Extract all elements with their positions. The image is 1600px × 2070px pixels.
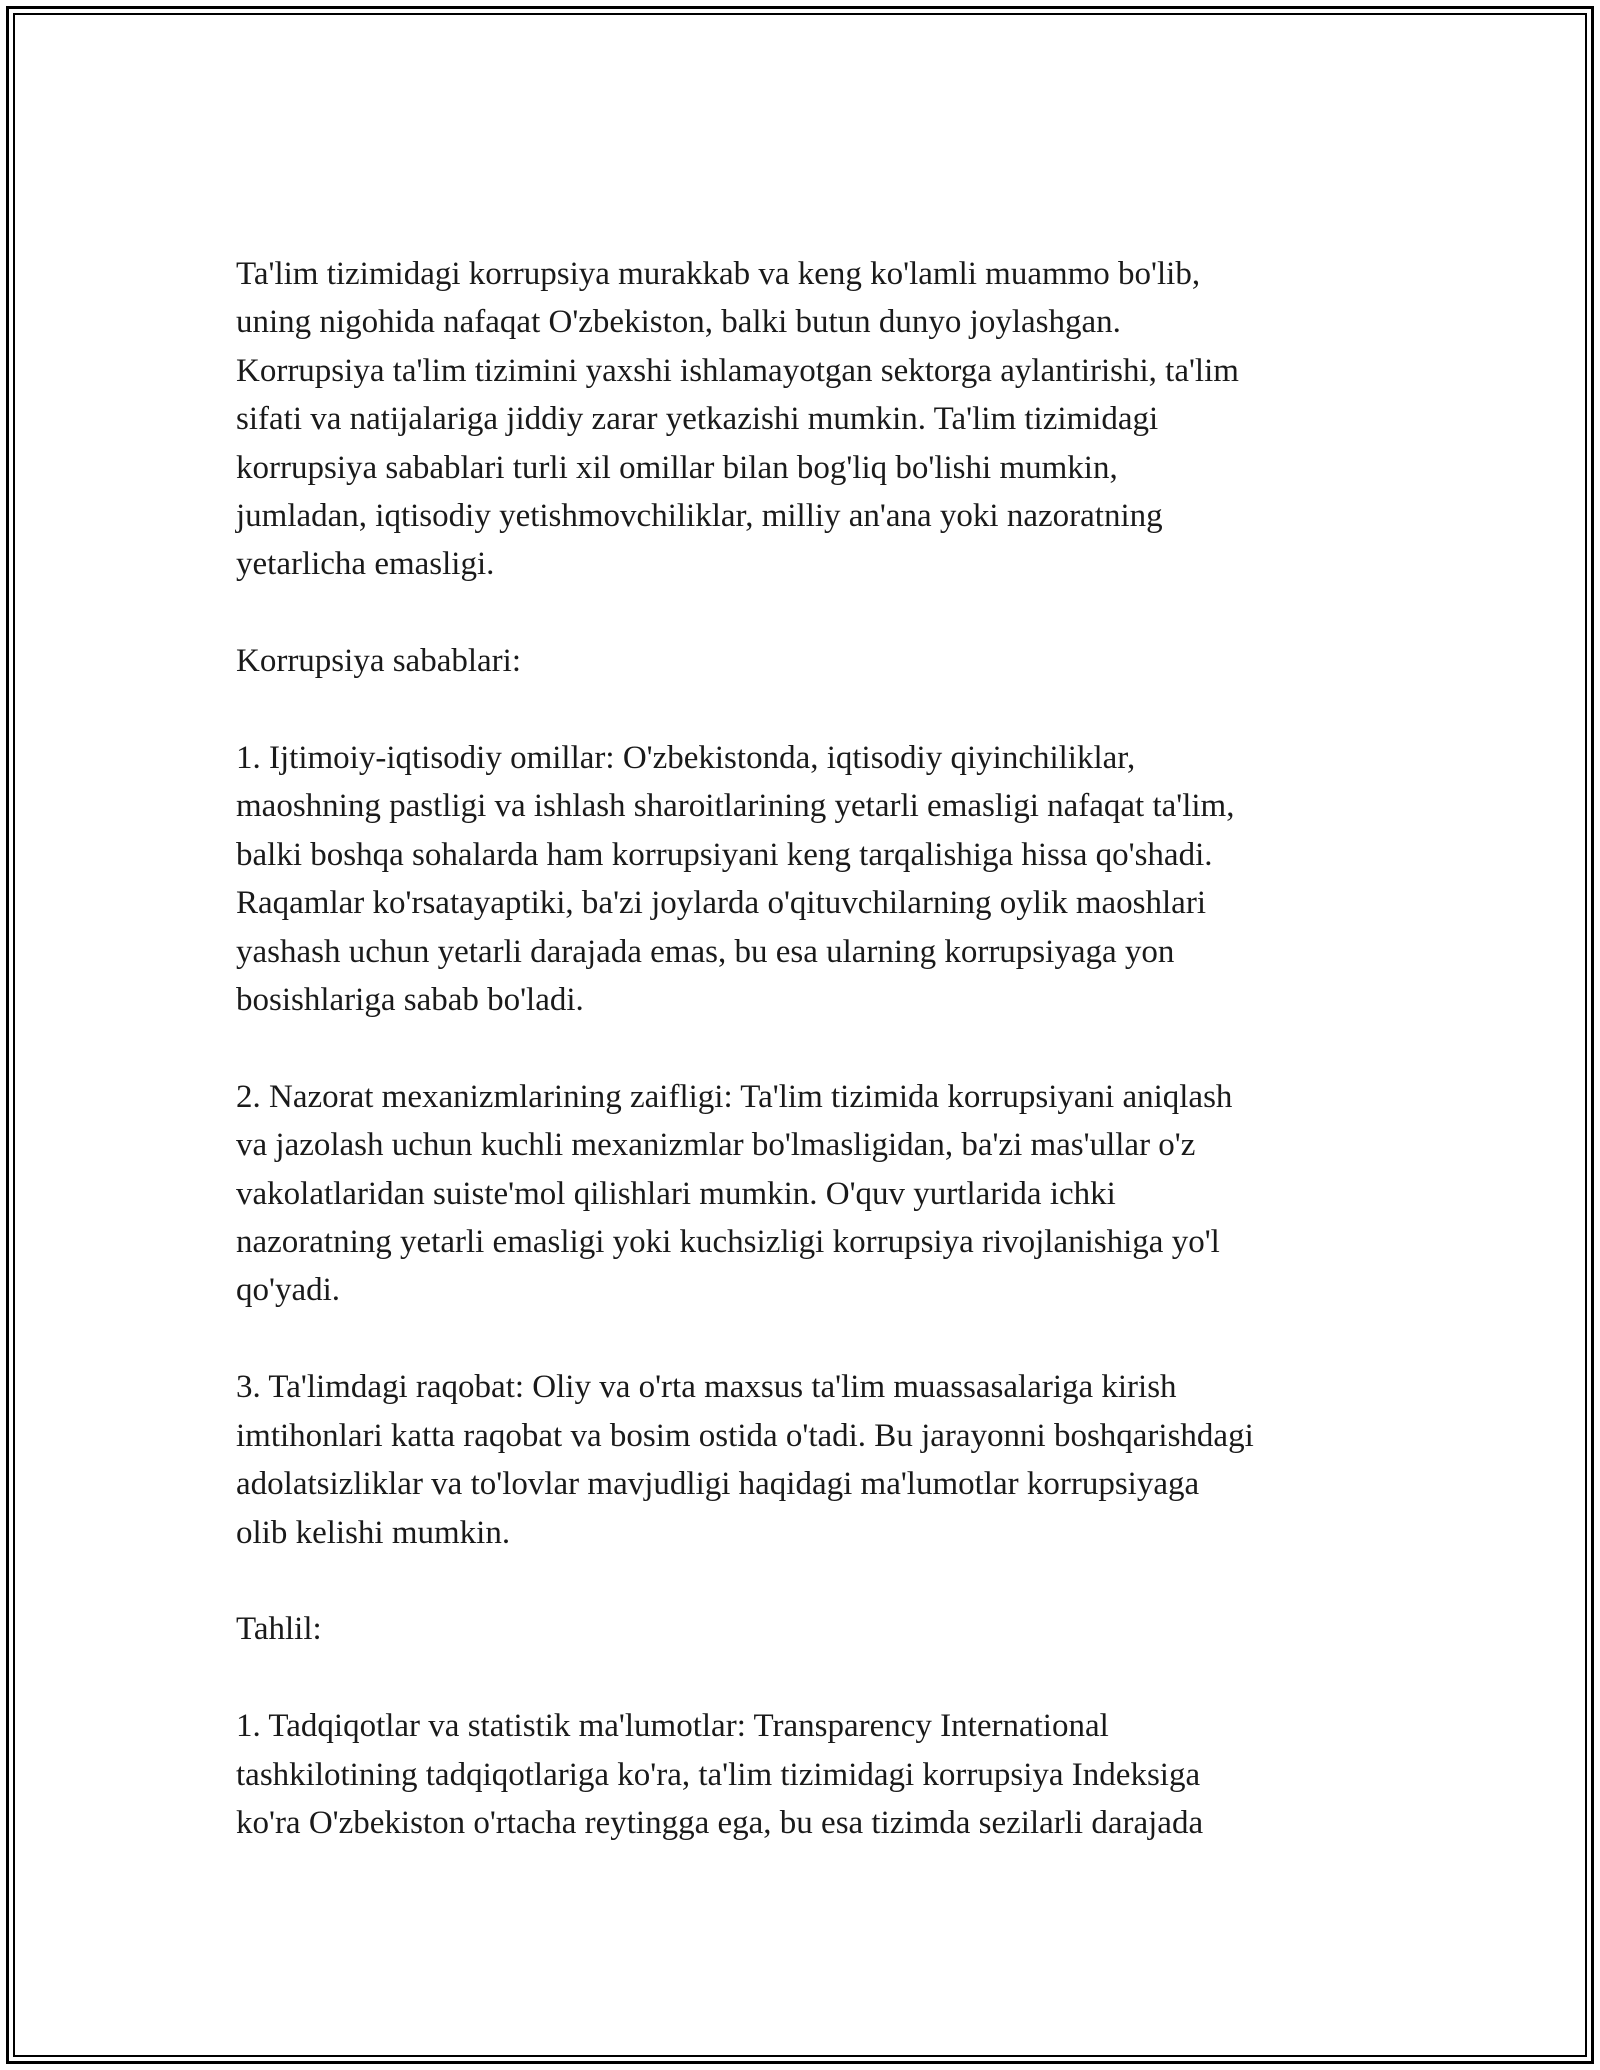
cause-item-3: 3. Ta'limdagi raqobat: Oliy va o'rta maxsus ta'lim muassasalariga kirish imtihonlari katta raqobat va bosim ostida o'tadi. Bu jarayonni boshqarishdagi adolatsizliklar va to'lovlar mavjudligi haqidagi ma'lumotlar korrupsiyaga olib kelishi mumkin. [236,1369,1254,1551]
section-heading-analysis: Tahlil: [236,1611,322,1648]
document-body [236,250,1416,1847]
section-heading-causes: Korrupsiya sabablari: [236,643,521,680]
cause-item-2: 2. Nazorat mexanizmlarining zaifligi: Ta'lim tizimida korrupsiyani aniqlash va jazolash uchun kuchli mexanizmlar bo'lmasligidan, ba'zi mas'ullar o'z vakolatlaridan suiste'mol qilishlari mumkin. O'quv yurtlarida ichki nazoratning yetarli emasligi yoki kuchsizligi korrupsiya rivojlanishiga yo'l qo'yadi. [236,1078,1233,1309]
intro-paragraph: Ta'lim tizimidagi korrupsiya murakkab va keng ko'lamli muammo bo'lib, uning nigohida nafaqat O'zbekiston, balki butun dunyo joylashgan. Korrupsiya ta'lim tizimini yaxshi ishlamayotgan sektorga aylantirishi, ta'lim sifati va natijalariga jiddiy zarar yetkazishi mumkin. Ta'lim tizimidagi korrupsiya sabablari turli xil omillar bilan bog'liq bo'lishi mumkin, jumladan, iqtisodiy yetishmovchiliklar, milliy an'ana yoki nazoratning yetarlicha emasligi. [236,256,1239,583]
cause-item-1: 1. Ijtimoiy-iqtisodiy omillar: O'zbekistonda, iqtisodiy qiyinchiliklar, maoshning pastligi va ishlash sharoitlarining yetarli emasligi nafaqat ta'lim, balki boshqa sohalarda ham korrupsiyani keng tarqalishiga hissa qo'shadi. Raqamlar ko'rsatayaptiki, ba'zi joylarda o'qituvchilarning oylik maoshlari yashash uchun yetarli darajada emas, bu esa ularning korrupsiyaga yon bosishlariga sabab bo'ladi. [236,740,1235,1019]
analysis-item-1: 1. Tadqiqotlar va statistik ma'lumotlar: Transparency International tashkilotining tadqiqotlariga ko'ra, ta'lim tizimidagi korrupsiya Indeksiga ko'ra O'zbekiston o'rtacha reytingga ega, bu esa tizimda sezilarli darajada [236,1708,1204,1841]
